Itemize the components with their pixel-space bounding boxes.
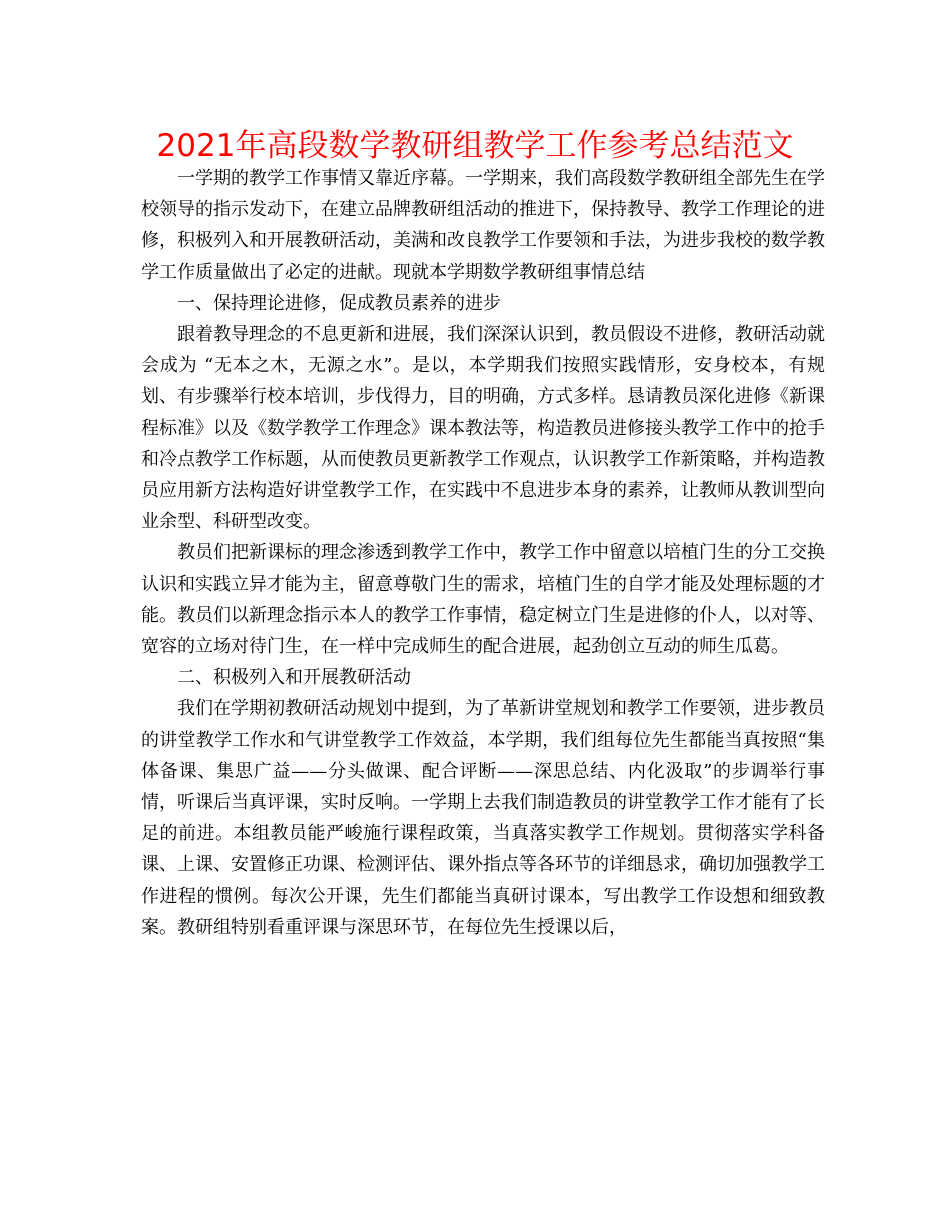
section-heading-2: 二、积极列入和开展教研活动 (177, 667, 411, 689)
paragraph: 跟着教导理念的不息更新和进展，我们深深认识到，教员假设不进修，教研活动就会成为 “无本之木，无源之水”。是以，本学期我们按照实践情形，安身校本，有规划、有步骤举行校本培训，步伐得力，目的明确，方式多样。恳请教员深化进修《新课程标准》以及《数学教学工作理念》课本教法等，构造教员进修接头教学工作中的抢手和冷点教学工作标题，从而使教员更新教学工作观点，认识教学工作新策略，并构造教员应用新方法构造好讲堂教学工作，在实践中不息进步本身的素养，让教师从教训型向业余型、科研型改变。 (141, 324, 825, 533)
paragraph-intro: 一学期的教学工作事情又靠近序幕。一学期来，我们高段数学教研组全部先生在学校领导的指示发动下，在建立品牌教研组活动的推进下，保持教导、教学工作理论的进修，积极列入和开展教研活动，美满和改良教学工作要领和手法，为进步我校的数学教学工作质量做出了必定的进献。现就本学期数学教研组事情总结 (141, 168, 825, 283)
document-body (141, 163, 825, 943)
section-heading-1: 一、保持理论进修，促成教员素养的进步 (177, 292, 501, 314)
paragraph: 教员们把新课标的理念渗透到教学工作中，教学工作中留意以培植门生的分工交换认识和实践立异才能为主，留意尊敬门生的需求，培植门生的自学才能及处理标题的才能。教员们以新理念指示本人的教学工作事情，稳定树立门生是进修的仆人，以对等、宽容的立场对待门生，在一样中完成师生的配合进展，起劲创立互动的师生瓜葛。 (141, 542, 825, 658)
paragraph: 我们在学期初教研活动规划中提到，为了革新讲堂规划和教学工作要领，进步教员的讲堂教学工作水和气讲堂教学工作效益，本学期，我们组每位先生都能当真按照“集体备课、集思广益——分头做课、配合评断——深思总结、内化汲取”的步调举行事情，听课后当真评课，实时反响。一学期上去我们制造教员的讲堂教学工作才能有了长足的前进。本组教员能严峻施行课程政策，当真落实教学工作规划。贯彻落实学科备课、上课、安置修正功课、检测评估、课外指点等各环节的详细恳求，确切加强教学工作进程的惯例。每次公开课，先生们都能当真研讨课本，写出教学工作设想和细致教案。教研组特别看重评课与深思环节，在每位先生授课以后， (141, 698, 825, 938)
document-title: 2021年高段数学教研组教学工作参考总结范文 (156, 128, 794, 164)
